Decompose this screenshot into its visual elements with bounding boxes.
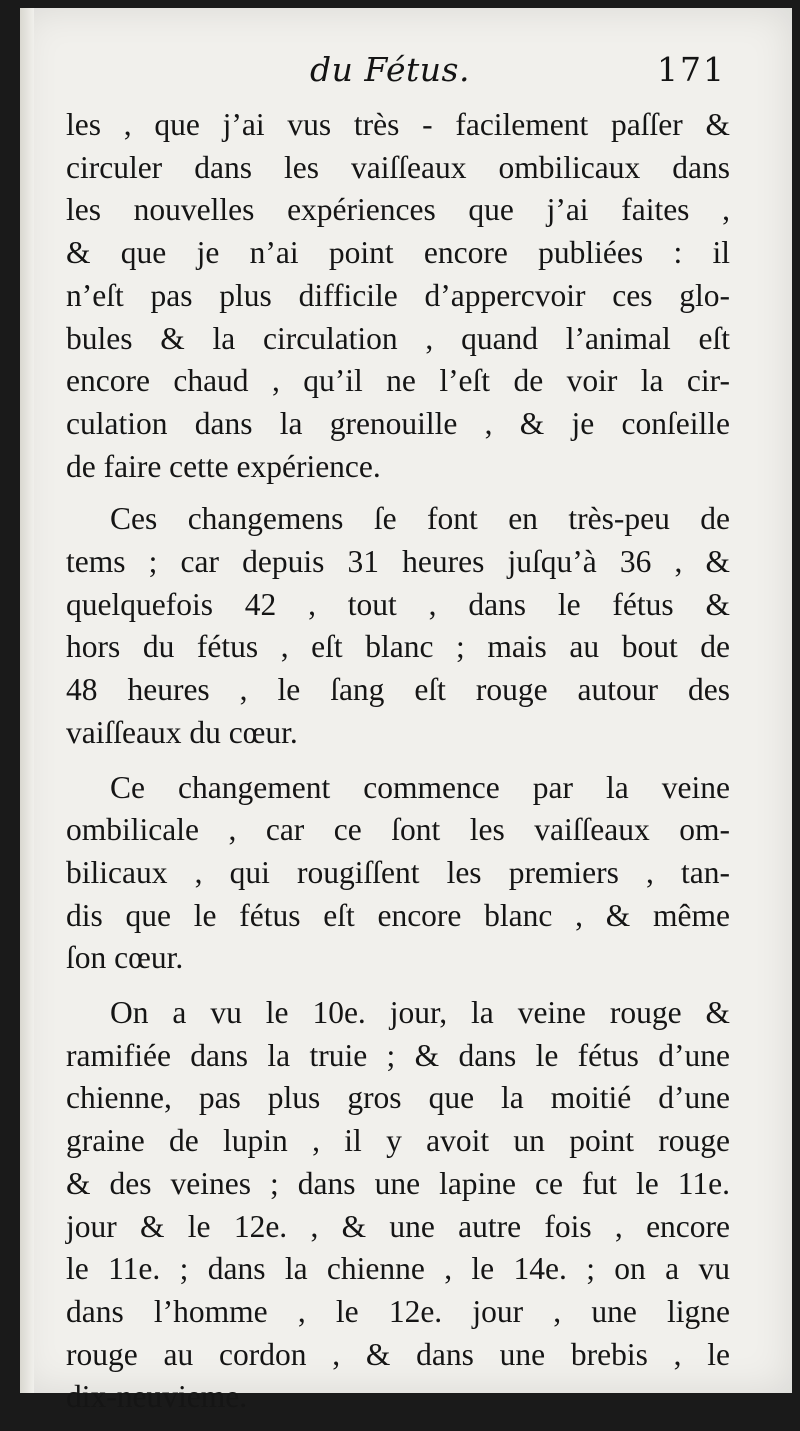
text-line: dans l’homme , le 12e. jour , une ligne bbox=[66, 1293, 730, 1329]
text-line: ramifiée dans la truie ; & dans le fétus d’une bbox=[66, 1037, 730, 1073]
running-title: du Fétus. bbox=[310, 50, 470, 89]
text-line: On a vu le 10e. jour, la veine rouge & bbox=[110, 995, 730, 1031]
text-line: quelquefois 42 , tout , dans le fétus & bbox=[66, 586, 730, 622]
text-line: graine de lupin , il y avoit un point rouge bbox=[66, 1123, 730, 1159]
page-header bbox=[20, 50, 792, 100]
text-line: ſon cœur. bbox=[66, 940, 184, 976]
text-line: hors du fétus , eſt blanc ; mais au bout de bbox=[66, 629, 730, 665]
text-line: le 11e. ; dans la chienne , le 14e. ; on a vu bbox=[66, 1251, 730, 1287]
text-line: Ce changement commence par la veine bbox=[110, 769, 730, 805]
page-number: 171 bbox=[657, 50, 726, 89]
text-line: jour & le 12e. , & une autre fois , encore bbox=[66, 1208, 730, 1244]
text-line: dis que le fétus eſt encore blanc , & même bbox=[66, 897, 730, 933]
paragraph-4 bbox=[66, 992, 730, 1419]
text-line: n’eſt pas plus difficile d’appercvoir ces glo- bbox=[66, 277, 730, 313]
text-line: tems ; car depuis 31 heures juſqu’à 36 , & bbox=[66, 544, 730, 580]
body-text bbox=[66, 104, 730, 1431]
text-line: circuler dans les vaiſſeaux ombilicaux dans bbox=[66, 149, 730, 185]
paragraph-2 bbox=[66, 498, 730, 754]
text-line: & que je n’ai point encore publiées : il bbox=[66, 235, 730, 271]
paragraph-3 bbox=[66, 767, 730, 981]
paragraph-1 bbox=[66, 104, 730, 488]
text-line: de faire cette expérience. bbox=[66, 448, 381, 484]
text-line: bules & la circulation , quand l’animal eſt bbox=[66, 320, 730, 356]
text-line: Ces changemens ſe font en très-peu de bbox=[110, 501, 730, 537]
text-line: vaiſſeaux du cœur. bbox=[66, 714, 298, 750]
text-line: les nouvelles expériences que j’ai faites , bbox=[66, 192, 730, 228]
text-line: bilicaux , qui rougiſſent les premiers , tan- bbox=[66, 854, 730, 890]
text-line: 48 heures , le ſang eſt rouge autour des bbox=[66, 672, 730, 708]
text-line: rouge au cordon , & dans une brebis , le bbox=[66, 1336, 730, 1372]
text-line: chienne, pas plus gros que la moitié d’une bbox=[66, 1080, 730, 1116]
text-line: & des veines ; dans une lapine ce fut le 11e. bbox=[66, 1165, 730, 1201]
text-line: encore chaud , qu’il ne l’eſt de voir la cir- bbox=[66, 363, 730, 399]
book-page bbox=[20, 8, 792, 1415]
text-line: ombilicale , car ce ſont les vaiſſeaux om- bbox=[66, 812, 730, 848]
text-line: dix-neuvieme. bbox=[66, 1379, 248, 1415]
text-line: les , que j’ai vus très - facilement paſſer & bbox=[66, 107, 730, 142]
text-line: culation dans la grenouille , & je conſeille bbox=[66, 405, 730, 441]
scan-edge-shadow bbox=[20, 8, 34, 1393]
